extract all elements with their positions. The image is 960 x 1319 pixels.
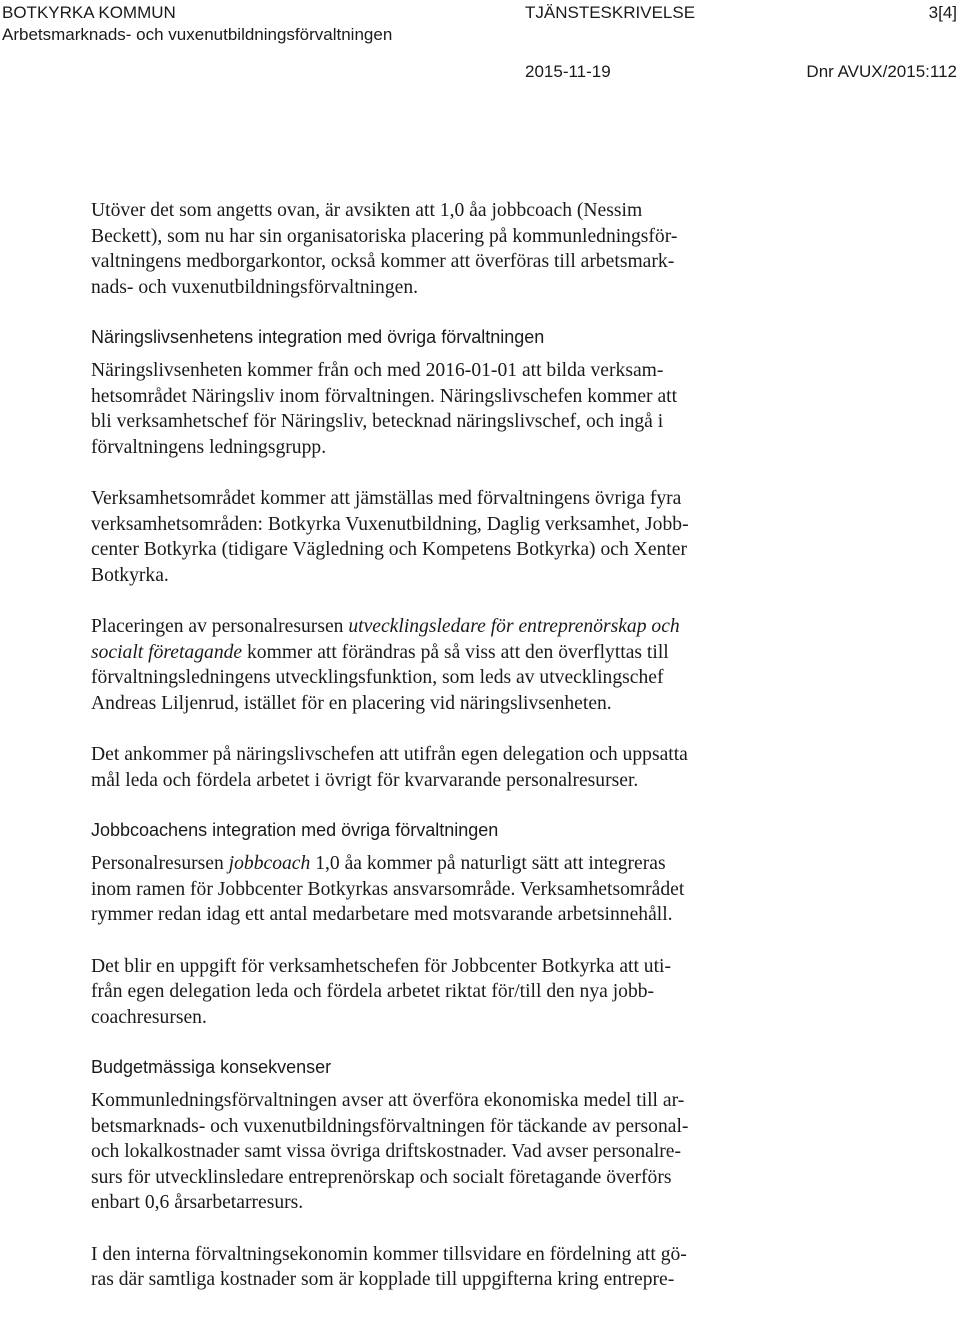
text-line: Det ankommer på näringslivschefen att utifrån egen delegation och uppsatta (91, 744, 688, 765)
text-run: 1,0 åa kommer på naturligt sätt att integreras (310, 853, 666, 874)
text-line: center Botkyrka (tidigare Vägledning och Kompetens Botkyrka) och Xenter (91, 539, 687, 560)
paragraph (91, 358, 811, 460)
header-document-type: TJÄNSTESKRIVELSE (525, 3, 696, 22)
text-line (91, 640, 811, 666)
text-line: betsmarknads- och vuxenutbildningsförvaltningen för täckande av personal- (91, 1115, 689, 1137)
text-line: coachresursen. (91, 1006, 207, 1028)
text-line: Beckett), som nu har sin organisatoriska placering på kommunledningsför- (91, 225, 678, 247)
paragraph (91, 954, 811, 1031)
text-line: inom ramen för Jobbcenter Botkyrkas ansvarsområde. Verksamhetsområdet (91, 878, 685, 900)
paragraph (91, 742, 811, 793)
header-department: Arbetsmarknads- och vuxenutbildningsförvaltningen (2, 25, 393, 44)
paragraph (91, 198, 811, 300)
text-line: och lokalkostnader samt vissa övriga driftskostnader. Vad avser personalre- (91, 1141, 682, 1162)
text-line: valtningens medborgarkontor, också kommer att överföras till arbetsmark- (91, 251, 675, 272)
text-line: nads- och vuxenutbildningsförvaltningen. (91, 276, 419, 298)
text-line (91, 851, 811, 877)
text-run: Placeringen av personalresursen (91, 616, 349, 637)
section-heading: Budgetmässiga konsekvenser (91, 1057, 332, 1077)
section-heading: Jobbcoachens integration med övriga förvaltningen (91, 820, 499, 840)
text-run: kommer att förändras på så viss att den överflyttas till (242, 641, 669, 663)
text-line: förvaltningens ledningsgrupp. (91, 436, 327, 458)
header-page-number: 3[4] (928, 3, 957, 22)
text-run: Personalresursen (91, 853, 229, 874)
text-line: bli verksamhetschef för Näringsliv, betecknad näringslivschef, och ingå i (91, 411, 664, 432)
text-line: Näringslivsenheten kommer från och med 2016-01-01 att bilda verksam- (91, 360, 664, 381)
header-date: 2015-11-19 (525, 62, 611, 81)
emphasis-text: jobbcoach (228, 853, 311, 874)
text-line: Det blir en uppgift för verksamhetschefen för Jobbcenter Botkyrka att uti- (91, 955, 672, 977)
section-heading: Näringslivsenhetens integration med övriga förvaltningen (91, 327, 545, 347)
text-line: från egen delegation leda och fördela arbetet riktat för/till den nya jobb- (91, 981, 655, 1002)
text-line: förvaltningsledningens utvecklingsfunktion, som leds av utvecklingschef (91, 667, 664, 688)
text-line: surs för utvecklinsledare entreprenörskap och socialt företagande överförs (91, 1166, 672, 1188)
paragraph (91, 851, 811, 928)
paragraph (91, 486, 811, 588)
text-line (91, 614, 811, 640)
text-line: verksamhetsområden: Botkyrka Vuxenutbildning, Daglig verksamhet, Jobb- (91, 513, 689, 535)
text-line: I den interna förvaltningsekonomin kommer tillsvidare en fördelning att gö- (91, 1243, 687, 1265)
text-line: mål leda och fördela arbetet i övrigt för kvarvarande personalresurser. (91, 769, 639, 791)
text-line: Utöver det som angetts ovan, är avsikten att 1,0 åa jobbcoach (Nessim (91, 200, 643, 221)
text-line: Botkyrka. (91, 564, 169, 586)
paragraph (91, 1242, 811, 1293)
emphasis-text: socialt företagande (91, 641, 243, 663)
text-line: Verksamhetsområdet kommer att jämställas med förvaltningens övriga fyra (91, 488, 682, 509)
text-line: enbart 0,6 årsarbetarresurs. (91, 1192, 304, 1213)
header-organization: BOTKYRKA KOMMUN (2, 3, 176, 22)
document-body (91, 198, 811, 1319)
paragraph (91, 614, 811, 716)
header-diary-number: Dnr AVUX/2015:112 (806, 62, 957, 81)
text-line: Andreas Liljenrud, istället för en placering vid näringslivsenheten. (91, 692, 612, 714)
text-line: rymmer redan idag ett antal medarbetare med motsvarande arbetsinnehåll. (91, 904, 673, 925)
text-line: ras där samtliga kostnader som är kopplade till uppgifterna kring entrepre- (91, 1269, 675, 1290)
paragraph (91, 1088, 811, 1216)
text-line: Kommunledningsförvaltningen avser att överföra ekonomiska medel till ar- (91, 1090, 685, 1111)
emphasis-text: utvecklingsledare för entreprenörskap och (348, 616, 680, 637)
text-line: hetsområdet Näringsliv inom förvaltningen. Näringslivschefen kommer att (91, 385, 678, 407)
